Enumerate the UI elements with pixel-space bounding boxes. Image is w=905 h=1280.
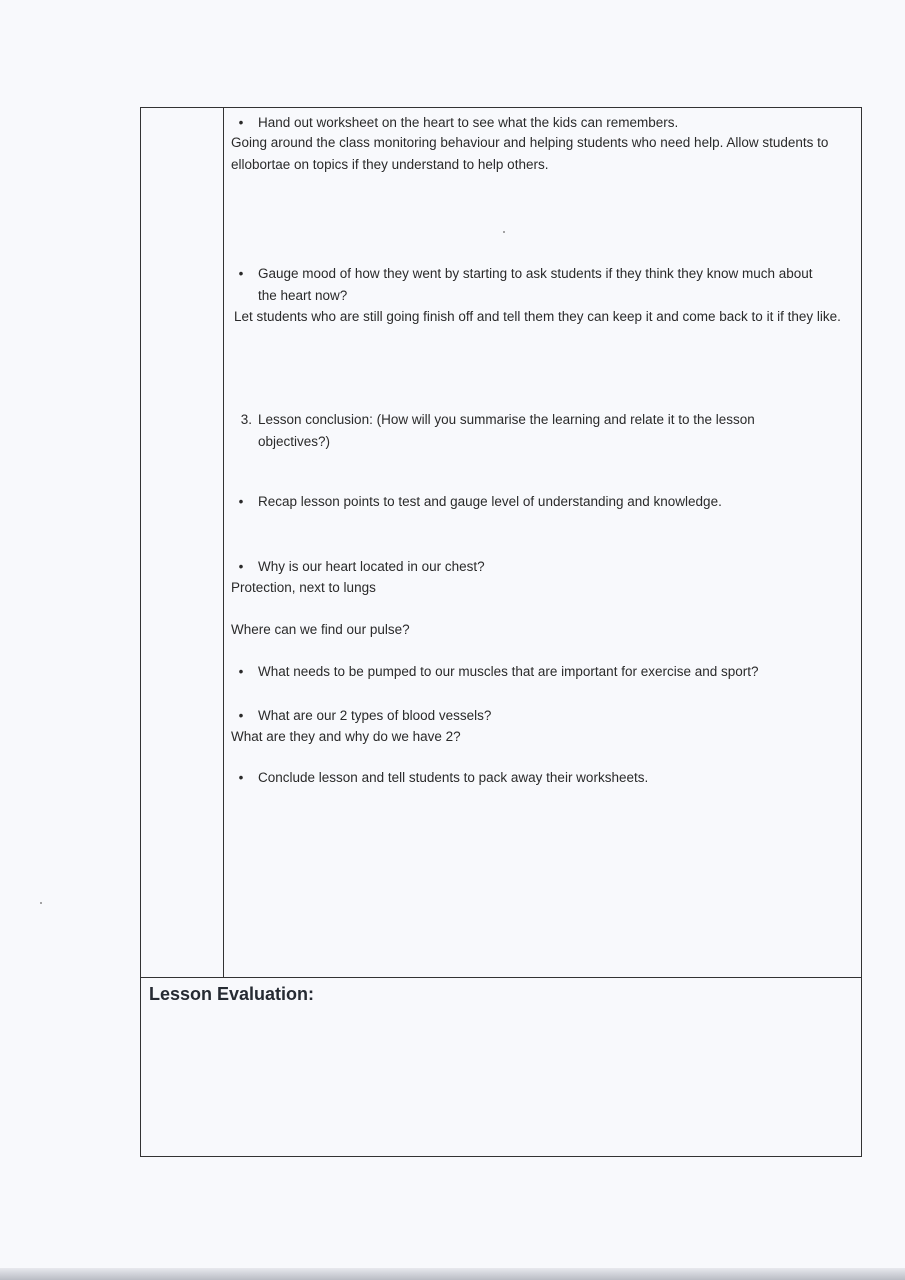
list-item bbox=[238, 661, 828, 683]
paragraph: Let students who are still going finish off and tell them they can keep it and come back to it if they like. bbox=[234, 309, 841, 324]
number-marker: 3. bbox=[240, 412, 252, 427]
paragraph: Protection, next to lungs bbox=[231, 580, 376, 595]
list-item-text: What needs to be pumped to our muscles that are important for exercise and sport? bbox=[258, 664, 759, 679]
list-item bbox=[240, 409, 828, 453]
list-item bbox=[238, 556, 828, 578]
list-item-text: Gauge mood of how they went by starting to ask students if they think they know much about the heart now? bbox=[258, 266, 813, 303]
scan-speck bbox=[40, 902, 42, 904]
list-item-text: Conclude lesson and tell students to pack away their worksheets. bbox=[258, 770, 649, 785]
paragraph: What are they and why do we have 2? bbox=[231, 729, 461, 744]
list-item bbox=[238, 263, 828, 307]
list-item-text: Hand out worksheet on the heart to see what the kids can remembers. bbox=[258, 115, 679, 130]
bullet-marker: • bbox=[238, 664, 244, 679]
paragraph: Where can we find our pulse? bbox=[231, 622, 410, 637]
paragraph: Going around the class monitoring behaviour and helping students who need help. Allow students to ellobortae on topics if they understand to help others. bbox=[231, 135, 829, 172]
scan-bottom-edge bbox=[0, 1268, 905, 1280]
list-item bbox=[238, 491, 828, 513]
left-label-column bbox=[141, 108, 224, 977]
list-item bbox=[238, 112, 828, 134]
bullet-marker: • bbox=[238, 708, 244, 723]
bullet-marker: • bbox=[238, 266, 244, 281]
bullet-marker: • bbox=[238, 559, 244, 574]
row-divider bbox=[141, 977, 861, 978]
list-item-text: Why is our heart located in our chest? bbox=[258, 559, 485, 574]
list-item-text: Lesson conclusion: (How will you summarise the learning and relate it to the lesson objectives?) bbox=[258, 412, 755, 449]
bullet-marker: • bbox=[238, 770, 244, 785]
list-item bbox=[238, 705, 828, 727]
bullet-marker: • bbox=[238, 115, 244, 130]
bullet-marker: • bbox=[238, 494, 244, 509]
list-item-text: Recap lesson points to test and gauge level of understanding and knowledge. bbox=[258, 494, 722, 509]
lesson-evaluation-heading: Lesson Evaluation: bbox=[149, 984, 315, 1004]
lesson-plan-table bbox=[140, 107, 862, 1157]
list-item-text: What are our 2 types of blood vessels? bbox=[258, 708, 492, 723]
list-item bbox=[238, 767, 828, 789]
lesson-steps-cell bbox=[231, 108, 859, 977]
